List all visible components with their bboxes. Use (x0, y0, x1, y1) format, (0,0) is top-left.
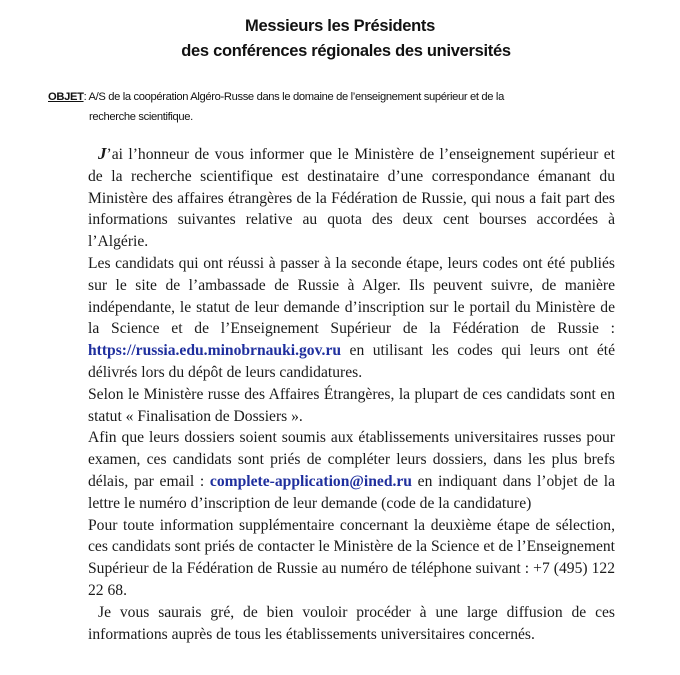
paragraph-intro-text: ’ai l’honneur de vous informer que le Ministère de l’enseignement supérieur et de la recherche scientifique est destinataire d’une correspondance émanant du Ministère des affaires étrangères de la Fédération de Russie, qui nous a fait part des informations suivantes relative au quota des deux cent bourses accordées à l’Algérie. (88, 146, 615, 251)
paragraph-dossier-text-after: en indiquant dans l’objet de la lettre le numéro d’inscription de leur demande (code de la candidature) (88, 472, 616, 512)
subject-label: OBJET (48, 91, 84, 103)
dropcap-letter: J (98, 144, 107, 163)
paragraph-candidates-codes (88, 253, 615, 384)
paragraph-contact-phone: Pour toute information supplémentaire concernant la deuxième étape de sélection, ces candidats sont priés de contacter le Ministère de la Science et de l’Enseignement Supérieur de la Fédération de Russie au numéro de téléphone suivant : +7 (495) 122 22 68. (88, 516, 615, 599)
addressee-line-2: des conférences régionales des universités (181, 42, 511, 60)
paragraph-dossier-text-before: Afin que leurs dossiers soient soumis aux établissements universitaires russes pour examen, ces candidats sont priés de compléter leurs dossiers, dans les plus brefs délais, par email : (88, 429, 615, 490)
paragraph-status: Selon le Ministère russe des Affaires Étrangères, la plupart de ces candidats sont en statut « Finalisation de Dossiers ». (88, 385, 615, 425)
subject-text-line-2: recherche scientifique. (89, 111, 193, 123)
paragraph-complete-dossier (88, 427, 615, 514)
letter-body (88, 143, 615, 645)
email-link[interactable]: complete-application@ined.ru (209, 472, 412, 490)
portal-link[interactable]: https://russia.edu.minobrnauki.gov.ru (88, 342, 342, 360)
paragraph-closing: Je vous saurais gré, de bien vouloir procéder à une large diffusion de ces informations auprès de tous les établissements universitaires concernés. (88, 603, 615, 643)
subject-separator: : (83, 91, 89, 103)
paragraph-intro (88, 143, 615, 253)
subject-text-line-1: A/S de la coopération Algéro-Russe dans le domaine de l’enseignement supérieur et de la (88, 91, 504, 103)
subject-block (48, 87, 608, 127)
paragraph-candidates-text-before: Les candidats qui ont réussi à passer à la seconde étape, leurs codes ont été publiés sur le site de l’ambassade de Russie à Alger. Ils peuvent suivre, de manière indépendante, le statut de leur demande d’inscription sur le portail du Ministère de la Science et de l’Enseignement Supérieur de la Fédération de Russie : (88, 254, 615, 338)
paragraph-candidates-text-after: en utilisant les codes qui leurs ont été délivrés lors du dépôt de leurs candidatures. (88, 342, 615, 381)
addressee-line-1: Messieurs les Présidents (245, 17, 435, 35)
